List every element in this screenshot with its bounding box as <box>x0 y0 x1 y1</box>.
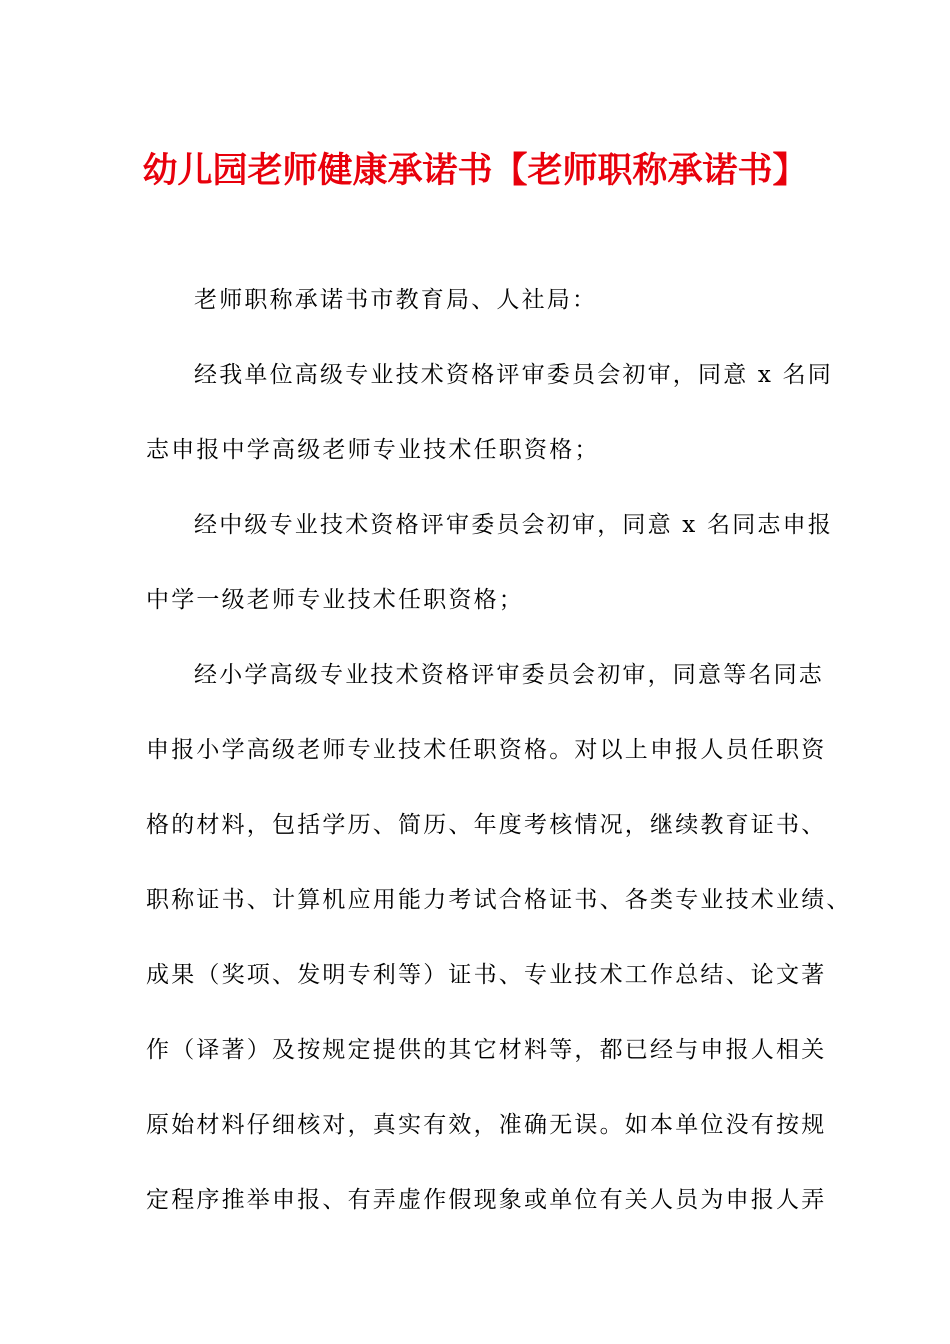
paragraph-line-1: 老师职称承诺书市教育局、人社局： <box>194 287 598 313</box>
paragraph-line-12: 原始材料仔细核对，真实有效，准确无误。如本单位没有按规 <box>146 1112 827 1138</box>
paragraph-line-5: 中学一级老师专业技术任职资格； <box>146 587 524 613</box>
paragraph-line-2: 经我单位高级专业技术资格评审委员会初审，同意 x 名同 <box>194 362 833 388</box>
paragraph-line-3: 志申报中学高级老师专业技术任职资格； <box>146 437 600 463</box>
paragraph-line-10: 成果（奖项、发明专利等）证书、专业技术工作总结、论文著 <box>146 962 827 988</box>
paragraph-line-8: 格的材料，包括学历、简历、年度考核情况，继续教育证书、 <box>146 812 827 838</box>
paragraph-line-7: 申报小学高级老师专业技术任职资格。对以上申报人员任职资 <box>146 737 827 763</box>
paragraph-line-4: 经中级专业技术资格评审委员会初审，同意 x 名同志申报 <box>194 512 833 538</box>
paragraph-line-13: 定程序推举申报、有弄虚作假现象或单位有关人员为申报人弄 <box>146 1187 827 1213</box>
paragraph-line-6: 经小学高级专业技术资格评审委员会初审，同意等名同志 <box>194 662 824 688</box>
paragraph-line-11: 作（译著）及按规定提供的其它材料等，都已经与申报人相关 <box>146 1037 827 1063</box>
paragraph-line-9: 职称证书、计算机应用能力考试合格证书、各类专业技术业绩、 <box>146 887 852 913</box>
document-title: 幼儿园老师健康承诺书【老师职称承诺书】 <box>142 151 808 191</box>
